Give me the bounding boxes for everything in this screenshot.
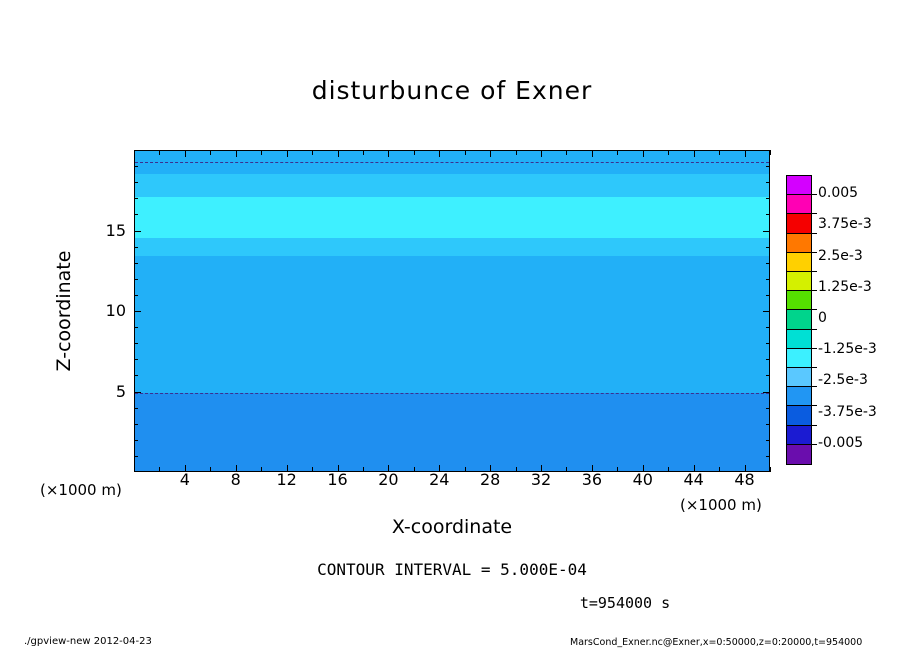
x-tick-label: 20 [378,470,399,489]
colorbar [786,175,812,465]
y-axis-title: Z-coordinate [53,250,75,372]
time-note: t=954000 s [579,594,671,612]
colorbar-cell [787,387,811,406]
x-minor-tick-mark [159,467,160,472]
y-tick-label: 5 [115,381,126,401]
colorbar-label: 2.5e-3 [818,247,863,264]
x-minor-tick-mark [541,150,542,155]
y-minor-tick-mark [134,392,138,393]
colorbar-cell [787,425,811,444]
y-minor-tick-mark [134,456,138,457]
plot-area [134,150,770,472]
x-minor-tick-mark [745,150,746,155]
colorbar-cell [787,176,811,195]
x-minor-tick-mark [617,467,618,472]
x-minor-tick-mark [490,150,491,155]
x-minor-tick-mark [236,150,237,155]
y-minor-tick-mark [134,424,138,425]
colorbar-cell [787,349,811,368]
contour-band [135,256,769,393]
y-minor-tick-mark [766,231,770,232]
y-minor-tick-mark [766,166,770,167]
y-minor-tick-mark [134,214,138,215]
y-minor-tick-mark [134,182,138,183]
colorbar-cell [787,368,811,387]
colorbar-tick [786,233,817,234]
y-minor-tick-mark [134,408,138,409]
x-minor-tick-mark [770,467,771,472]
x-tick-label: 28 [479,470,501,489]
y-minor-tick-mark [134,440,138,441]
y-minor-tick-mark [766,343,770,344]
y-minor-tick-mark [134,375,138,376]
x-tick-label: 12 [276,470,297,489]
colorbar-cell [787,214,811,233]
colorbar-cell [787,234,811,253]
colorbar-tick [786,309,817,310]
y-minor-tick-mark [134,295,138,296]
colorbar-tick [786,329,817,330]
x-minor-tick-mark [516,467,517,472]
colorbar-cell [787,310,811,329]
contour-band [135,196,769,238]
footer-left-text: ./gpview-new 2012-04-23 [24,636,152,647]
x-minor-tick-mark [643,150,644,155]
y-minor-tick-mark [134,198,138,199]
contour-band [135,393,769,473]
colorbar-tick [786,194,817,195]
colorbar-label: -0.005 [818,434,864,451]
x-minor-tick-mark [185,150,186,155]
x-minor-tick-mark [414,150,415,155]
colorbar-tick [786,367,817,368]
colorbar-cell [787,253,811,272]
x-unit-right-label: (×1000 m) [680,496,762,514]
y-minor-tick-mark [134,279,138,280]
colorbar-cell [787,330,811,349]
x-minor-tick-mark [592,150,593,155]
y-minor-tick-mark [766,247,770,248]
x-minor-tick-mark [312,150,313,155]
y-tick-label: 15 [105,220,126,240]
y-minor-tick-mark [134,359,138,360]
colorbar-cell [787,195,811,214]
x-minor-tick-mark [363,467,364,472]
x-minor-tick-mark [338,150,339,155]
x-minor-tick-mark [719,467,720,472]
y-minor-tick-mark [766,263,770,264]
x-minor-tick-mark [465,467,466,472]
y-minor-tick-mark [766,214,770,215]
y-minor-tick-mark [134,311,138,312]
x-minor-tick-mark [566,150,567,155]
x-minor-tick-mark [287,150,288,155]
contour-interval-note: CONTOUR INTERVAL = 5.000E-04 [317,560,587,579]
colorbar-tick [786,252,817,253]
y-minor-tick-mark [134,231,138,232]
y-minor-tick-mark [766,279,770,280]
y-minor-tick-mark [766,424,770,425]
colorbar-tick [786,444,817,445]
x-tick-label: 44 [683,470,704,489]
colorbar-label: 0 [818,310,827,326]
colorbar-tick [786,386,817,387]
x-minor-tick-mark [210,150,211,155]
x-tick-label: 24 [429,470,450,489]
colorbar-label: 3.75e-3 [818,216,872,233]
colorbar-tick [786,213,817,214]
x-minor-tick-mark [439,150,440,155]
y-tick-label: 10 [105,301,126,320]
x-minor-tick-mark [261,150,262,155]
colorbar-tick [786,425,817,426]
contour-line-dashed [135,162,769,163]
y-minor-tick-mark [766,375,770,376]
x-minor-tick-mark [617,150,618,155]
x-minor-tick-mark [465,150,466,155]
x-tick-label: 4 [179,470,190,489]
colorbar-label: -1.25e-3 [818,341,877,358]
colorbar-cell [787,445,811,464]
page-title: disturbunce of Exner [311,76,593,105]
colorbar-cell [787,406,811,425]
x-tick-label: 48 [734,470,755,489]
y-minor-tick-mark [766,359,770,360]
x-minor-tick-mark [363,150,364,155]
x-tick-label: 16 [327,470,348,489]
x-axis-title: X-coordinate [391,516,513,538]
x-minor-tick-mark [719,150,720,155]
colorbar-label: 0.005 [818,185,859,202]
colorbar-tick [786,271,817,272]
footer-right-text: MarsCond_Exner.nc@Exner,x=0:50000,z=0:20000,t=954000 [570,637,863,648]
x-minor-tick-mark [668,467,669,472]
x-minor-tick-mark [414,467,415,472]
x-tick-label: 36 [581,470,603,489]
colorbar-label: -3.75e-3 [818,403,877,420]
x-minor-tick-mark [668,150,669,155]
y-minor-tick-mark [766,311,770,312]
x-minor-tick-mark [516,150,517,155]
y-minor-tick-mark [134,247,138,248]
colorbar-label: 1.25e-3 [818,278,872,295]
y-minor-tick-mark [134,263,138,264]
colorbar-cell [787,291,811,310]
y-minor-tick-mark [134,327,138,328]
y-minor-tick-mark [766,182,770,183]
colorbar-label: -2.5e-3 [818,372,868,389]
y-minor-tick-mark [766,392,770,393]
x-tick-label: 32 [530,470,552,489]
colorbar-tick [786,290,817,291]
x-minor-tick-mark [312,467,313,472]
y-minor-tick-mark [766,198,770,199]
y-minor-tick-mark [134,343,138,344]
x-minor-tick-mark [210,467,211,472]
x-minor-tick-mark [566,467,567,472]
y-minor-tick-mark [134,166,138,167]
x-tick-label: 8 [230,470,241,489]
y-minor-tick-mark [766,408,770,409]
y-minor-tick-mark [766,295,770,296]
x-minor-tick-mark [694,150,695,155]
x-tick-label: 40 [632,470,653,489]
contour-line-dashed [135,393,769,394]
x-minor-tick-mark [770,150,771,155]
colorbar-tick [786,348,817,349]
x-minor-tick-mark [159,150,160,155]
x-minor-tick-mark [261,467,262,472]
colorbar-cell [787,272,811,291]
contour-band [135,174,769,197]
x-unit-left-label: (×1000 m) [40,481,122,499]
contour-band [135,238,769,256]
y-minor-tick-mark [766,327,770,328]
x-minor-tick-mark [388,150,389,155]
colorbar-tick [786,405,817,406]
y-minor-tick-mark [766,456,770,457]
y-minor-tick-mark [766,440,770,441]
